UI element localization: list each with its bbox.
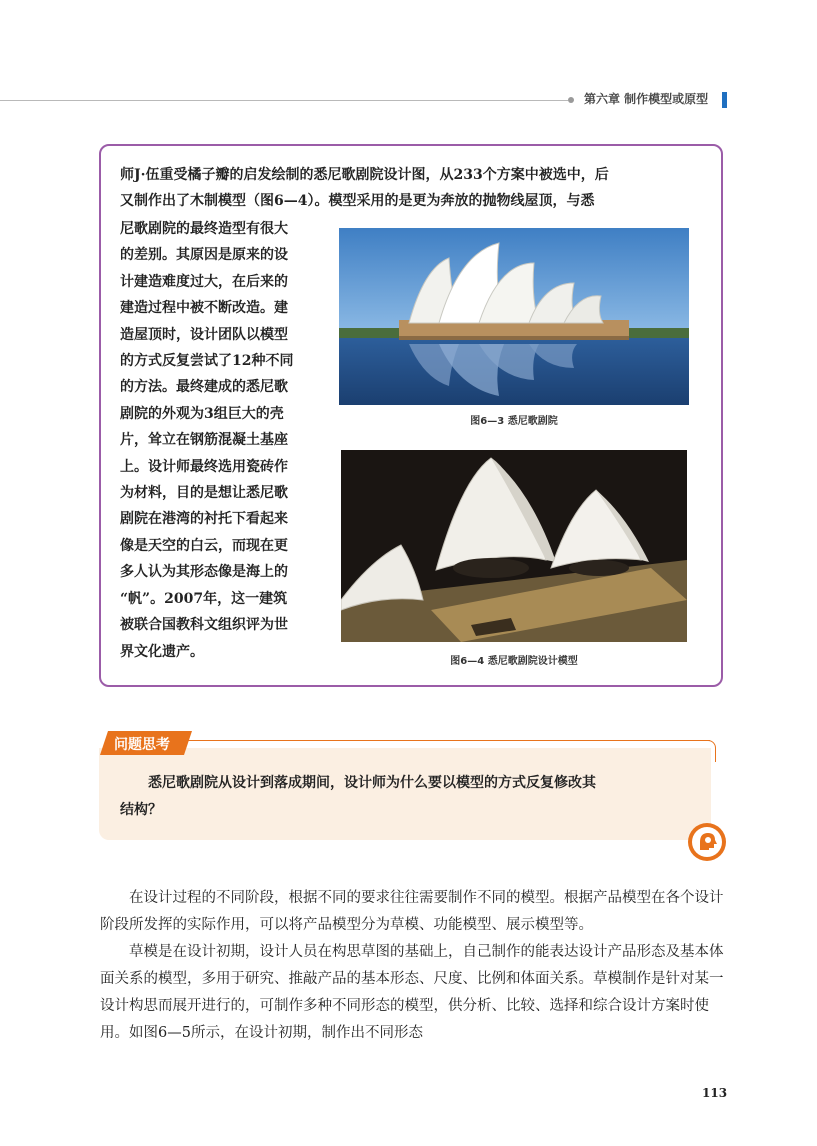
question-tab [100,731,192,755]
case-line: 造屋顶时，设计团队以模型 [120,326,288,343]
body-line: 在设计过程的不同阶段，根据不同的要求往往需要制作不同的模型。根据产品模 [129,890,637,906]
case-line: 剧院在港湾的衬托下看起来 [120,511,288,528]
case-line: 为材料，目的是想让悉尼歌 [120,485,288,502]
case-line: 师J·伍重受橘子瓣的启发绘制的悉尼歌剧院设计图，从233个方案中被选中，后 [120,167,609,183]
opera-house-model-photo [341,450,687,642]
page-number: 113 [702,1086,728,1100]
body-paragraph [100,885,728,939]
case-line: 计建造难度过大，在后来的 [120,273,288,290]
case-line: 上。设计师最终选用瓷砖作 [120,458,288,475]
case-line: 的方法。最终建成的悉尼歌 [120,379,288,396]
case-line: 被联合国教科文组织评为世 [120,617,288,634]
case-line: 像是天空的白云，而现在更 [120,537,288,554]
question-line: 结构？ [120,802,162,818]
body-line: 形态及基本体面关系的模型，多用于研究、推敲产品的基本形态、尺度、比例和体面关 [100,944,724,987]
figure-6-4-caption: 图6—4 悉尼歌剧院设计模型 [450,656,578,667]
case-line: “帆”。2007年，这一建筑 [120,590,288,607]
case-line: 尼歌剧院的最终造型有很大 [120,221,288,237]
case-line: 的差别。其原因是原来的设 [120,247,288,264]
case-line: 又制作出了木制模型（图6—4）。模型采用的是更为奔放的抛物线屋顶，与悉 [120,193,595,210]
case-line: 界文化遗产。 [120,643,204,660]
question-top-rule [188,740,710,741]
header-dot [568,97,574,103]
body-text [100,885,728,1047]
sydney-opera-house-photo [339,228,689,405]
question-tab-label: 问题思考 [114,737,170,753]
body-line: 型在各个设计阶段所发挥的实际作用，可以将产品模型分为草模、功能模型、展示模 [100,890,724,933]
body-line: 系。草模制作是针对某一设计构思而展开进行的，可制作多种不同形态的模型，供分 [100,971,724,1014]
thinking-head-icon [687,822,727,862]
case-line: 的方式反复尝试了12种不同 [120,353,294,370]
body-line: 型等。 [549,917,593,933]
chapter-title: 第六章 制作模型或原型 [584,92,709,106]
header-rule [0,100,568,101]
case-line: 建造过程中被不断改造。建 [120,300,288,317]
case-line: 片，耸立在钢筋混凝土基座 [120,432,288,449]
case-line: 剧院的外观为3组巨大的壳 [120,405,284,422]
body-line: 草模是在设计初期，设计人员在构思草图的基础上，自己制作的能表达设计产品 [129,944,637,960]
case-line: 多人认为其形态像是海上的 [120,564,288,581]
case-study-full-lines [120,162,700,215]
case-study-narrow-lines [120,216,330,665]
body-paragraph [100,939,728,1047]
figure-6-3-caption: 图6—3 悉尼歌剧院 [470,416,558,427]
header-accent-bar [722,92,727,108]
question-text [120,770,702,824]
body-line: 析、比较、选择和综合设计方案时使用。如图6—5所示，在设计初期，制作出不同形态 [100,998,709,1041]
question-line: 悉尼歌剧院从设计到落成期间，设计师为什么要以模型的方式反复修改其 [148,775,596,791]
